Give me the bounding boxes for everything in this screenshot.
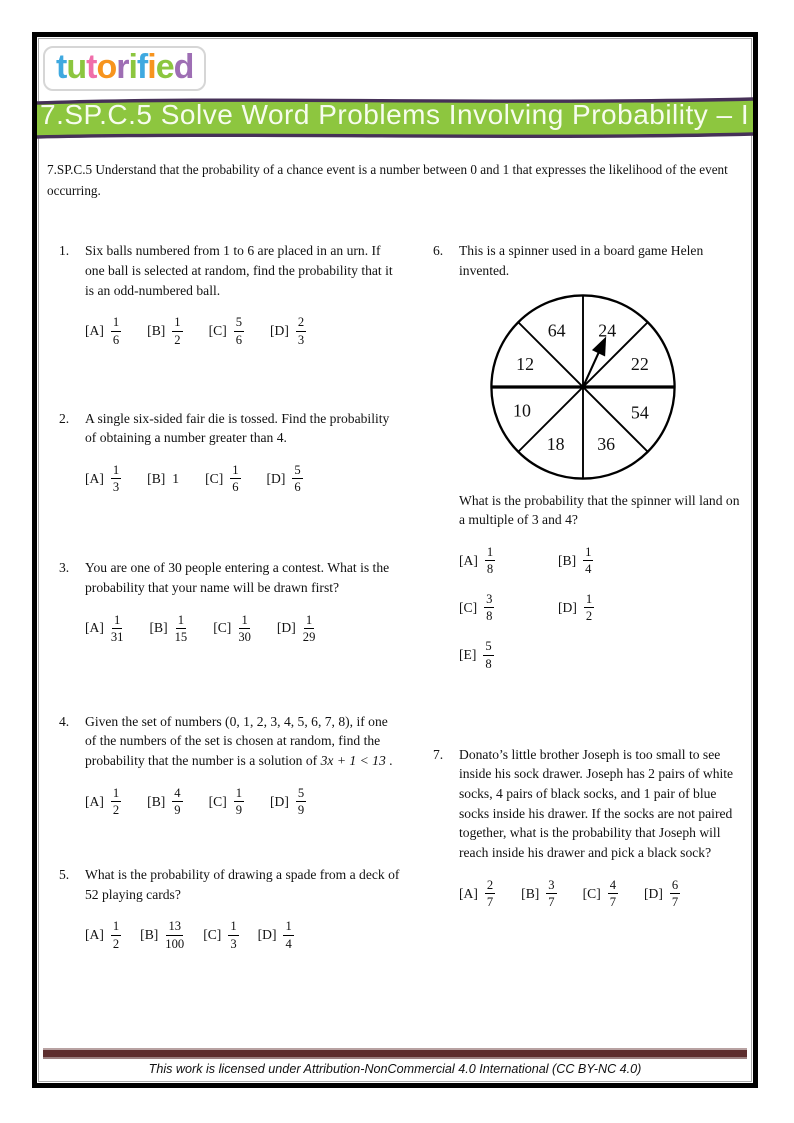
question-3 (59, 558, 401, 644)
question-number: 7. (433, 746, 444, 762)
spinner-sector-label: 10 (513, 400, 531, 421)
option-value: 1 (172, 470, 180, 486)
spinner-diagram (483, 287, 683, 487)
fraction-value (111, 613, 124, 644)
fraction-numerator: 4 (608, 878, 618, 894)
option-b (558, 545, 657, 576)
fraction-denominator: 7 (671, 894, 679, 909)
logo-letter: t (86, 48, 97, 86)
question-body (85, 712, 401, 817)
fraction-denominator: 6 (232, 480, 239, 495)
footer-divider-bar (43, 1048, 747, 1059)
spinner-sector-label: 18 (546, 433, 565, 454)
logo-letter: d (173, 48, 194, 86)
fraction-denominator: 9 (235, 802, 243, 817)
option-d (270, 315, 306, 346)
option-d (267, 463, 303, 494)
question-body (85, 241, 401, 346)
fraction-value (111, 463, 121, 494)
option-label: [D] (270, 323, 289, 339)
fraction-numerator: 13 (166, 919, 183, 935)
logo-letter: r (116, 48, 129, 86)
option-label: [A] (85, 927, 104, 943)
option-label: [B] (140, 927, 159, 943)
option-label: [B] (147, 470, 166, 486)
question-body (459, 241, 743, 670)
options-row (85, 463, 401, 494)
fraction-value (546, 878, 556, 909)
fraction-value (238, 613, 251, 644)
question-1 (59, 241, 401, 346)
fraction-numerator: 4 (172, 786, 182, 802)
fraction-numerator: 6 (670, 878, 680, 894)
option-label: [C] (582, 885, 601, 901)
option-a (85, 613, 123, 644)
fraction-value (584, 592, 594, 623)
fraction-numerator: 3 (484, 592, 494, 608)
fraction-denominator: 4 (285, 936, 292, 951)
option-d (270, 786, 306, 817)
fraction-denominator: 30 (238, 629, 251, 644)
fraction-numerator: 1 (304, 613, 314, 629)
fraction-numerator: 2 (296, 315, 306, 331)
question-text: Given the set of numbers (0, 1, 2, 3, 4, 5, 6, 7, 8), if one of the numbers of the set is chosen at random, find the probability that the number is a solution of 3x + 1 < 13 . (85, 713, 393, 769)
option-a (85, 315, 121, 346)
logo-letter: t (56, 48, 67, 86)
option-a (85, 463, 121, 494)
option-label: [B] (521, 885, 540, 901)
fraction-value (172, 786, 182, 817)
license-text: This work is licensed under Attribution-NonCommercial 4.0 International (CC BY-NC 4.0) (148, 1062, 642, 1076)
question-text: What is the probability of drawing a spade from a deck of 52 playing cards? (85, 867, 400, 902)
option-b (147, 786, 182, 817)
question-text: A single six-sided fair die is tossed. Find the probability of obtaining a number greater than 4. (85, 410, 390, 446)
fraction-value (111, 786, 121, 817)
question-6 (433, 241, 743, 670)
fraction-numerator: 5 (296, 786, 306, 802)
logo-letter: o (96, 48, 117, 86)
fraction-numerator: 5 (483, 639, 493, 655)
fraction-denominator: 7 (486, 894, 494, 909)
option-label: [D] (270, 793, 289, 809)
fraction-numerator: 1 (176, 613, 186, 629)
options-row (85, 786, 401, 817)
page-title: 7.SP.C.5 Solve Word Problems Involving Probability – I (40, 99, 750, 131)
fraction-denominator: 8 (486, 562, 494, 577)
question-7 (433, 745, 743, 909)
option-d (258, 919, 294, 950)
option-label: [A] (459, 885, 478, 901)
option-label: [A] (85, 470, 104, 486)
question-number: 1. (59, 243, 70, 259)
fraction-value (485, 878, 495, 909)
logo-letter: i (147, 48, 156, 86)
option-label: [C] (203, 927, 222, 943)
fraction-value (296, 786, 306, 817)
fraction-denominator: 4 (585, 562, 592, 577)
fraction-numerator: 1 (584, 592, 594, 608)
fraction-denominator: 9 (174, 802, 181, 817)
question-body (85, 558, 401, 644)
standard-description: 7.SP.C.5 Understand that the probability of a chance event is a number between 0 and 1 that expresses the likelihood of the event occurring. (47, 162, 728, 198)
question-text: This is a spinner used in a board game Helen invented. (459, 243, 704, 278)
fraction-denominator: 6 (294, 480, 301, 495)
fraction-denominator: 8 (485, 656, 492, 671)
fraction-value (230, 463, 240, 494)
option-c (205, 463, 240, 494)
spinner-sector-label: 24 (598, 320, 617, 341)
fraction-numerator: 1 (283, 919, 293, 935)
option-b (149, 613, 187, 644)
spinner-sector-label: 12 (516, 353, 535, 374)
question-text: You are one of 30 people entering a contest. What is the probability that your name will be drawn first? (85, 560, 390, 595)
fraction-value (165, 919, 184, 950)
option-b (147, 315, 182, 346)
right-column (433, 241, 743, 950)
option-a (85, 919, 121, 950)
fraction-numerator: 1 (111, 919, 121, 935)
option-c (203, 919, 238, 950)
option-label: [D] (276, 620, 296, 636)
fraction-denominator: 31 (110, 629, 124, 644)
fraction-value (283, 919, 293, 950)
math-expression: 3x + 1 < 13 (320, 753, 386, 769)
fraction-numerator: 1 (230, 463, 240, 479)
option-label: [A] (85, 323, 104, 339)
fraction-denominator: 6 (112, 332, 120, 347)
fraction-numerator: 1 (583, 545, 593, 561)
page-footer (37, 1048, 753, 1081)
option-label: [B] (147, 323, 166, 339)
fraction-value (228, 919, 238, 950)
fraction-denominator: 3 (230, 936, 237, 951)
fraction-numerator: 1 (112, 613, 122, 629)
question-body (85, 409, 401, 495)
logo-letter: f (136, 48, 148, 86)
option-label: [A] (85, 620, 104, 636)
fraction-value (303, 613, 316, 644)
question-text-2: What is the probability that the spinner will land on a multiple of 3 and 4? (459, 492, 740, 528)
question-number: 5. (59, 867, 70, 883)
options-row (85, 613, 401, 644)
question-number: 4. (59, 713, 70, 729)
title-band (37, 93, 753, 143)
option-label: [B] (558, 552, 577, 568)
question-2 (59, 409, 401, 495)
option-a (459, 878, 495, 909)
spinner-sector-label: 22 (630, 353, 649, 374)
fraction-numerator: 1 (239, 613, 249, 629)
spinner-sector-label: 54 (630, 402, 649, 423)
fraction-value (175, 613, 188, 644)
fraction-value (172, 315, 182, 346)
spinner-sector-label: 36 (597, 433, 616, 454)
question-5 (59, 865, 401, 951)
fraction-numerator: 1 (111, 315, 121, 331)
option-label: [C] (459, 600, 478, 616)
fraction-value (484, 592, 494, 623)
fraction-denominator: 15 (174, 629, 188, 644)
spinner-svg (483, 287, 683, 487)
question-4 (59, 712, 401, 817)
option-b (521, 878, 556, 909)
option-label: [D] (644, 885, 663, 901)
option-label: [D] (266, 470, 286, 486)
question-number: 3. (59, 560, 70, 576)
option-label: [D] (257, 927, 277, 943)
option-label: [B] (147, 793, 166, 809)
option-label: [C] (205, 470, 224, 486)
fraction-value (111, 919, 121, 950)
option-a (85, 786, 121, 817)
fraction-value (292, 463, 302, 494)
fraction-denominator: 29 (302, 629, 316, 644)
option-d (277, 613, 315, 644)
option-c (459, 592, 558, 623)
option-c (583, 878, 618, 909)
fraction-denominator: 2 (174, 332, 181, 347)
spinner-arrow-shaft (583, 352, 599, 387)
option-label: [A] (85, 793, 104, 809)
fraction-value (583, 545, 593, 576)
fraction-numerator: 1 (172, 315, 182, 331)
option-c (213, 613, 251, 644)
fraction-numerator: 1 (234, 786, 244, 802)
fraction-numerator: 1 (485, 545, 495, 561)
fraction-denominator: 2 (112, 802, 120, 817)
spinner-sector-label: 64 (547, 320, 566, 341)
fraction-denominator: 2 (112, 936, 120, 951)
fraction-value (111, 315, 121, 346)
fraction-numerator: 1 (228, 919, 238, 935)
fraction-value (234, 315, 244, 346)
question-number: 2. (59, 410, 70, 426)
option-c (209, 786, 244, 817)
question-text: Donato’s little brother Joseph is too small to see inside his sock drawer. Joseph has 2 pairs of white socks, 4 pairs of black socks, and 1 pair of blue socks inside his drawer. If the socks are not paired together, what is the probability that Joseph will reach inside his drawer and pick a black sock? (459, 746, 734, 861)
fraction-numerator: 1 (111, 463, 121, 479)
options-row (459, 878, 743, 909)
option-d (644, 878, 680, 909)
option-label: [D] (558, 600, 577, 616)
option-label: [E] (459, 647, 477, 663)
fraction-value (608, 878, 618, 909)
fraction-denominator: 2 (585, 609, 593, 624)
option-a (459, 545, 558, 576)
option-c (209, 315, 244, 346)
option-label: [C] (213, 620, 232, 636)
fraction-denominator: 6 (235, 332, 243, 347)
fraction-denominator: 7 (609, 894, 617, 909)
page-frame (32, 32, 758, 1088)
question-body (85, 865, 401, 951)
fraction-denominator: 8 (486, 609, 493, 624)
option-label: [C] (208, 793, 227, 809)
logo-letter: e (155, 48, 174, 86)
fraction-denominator: 100 (165, 936, 185, 951)
fraction-numerator: 5 (292, 463, 302, 479)
options-row (85, 919, 401, 950)
fraction-value (483, 639, 493, 670)
option-label: [B] (149, 620, 168, 636)
logo-letter: u (66, 48, 87, 86)
fraction-denominator: 3 (297, 332, 305, 347)
option-b (147, 469, 179, 489)
question-body (459, 745, 743, 909)
fraction-denominator: 9 (297, 802, 305, 817)
option-d (558, 592, 657, 623)
logo-letter: i (128, 48, 137, 86)
fraction-numerator: 2 (485, 878, 495, 894)
options-row (85, 315, 401, 346)
question-text: Six balls numbered from 1 to 6 are placed in an urn. If one ball is selected at random, find the probability that it is an odd-numbered ball. (85, 243, 393, 298)
fraction-denominator: 3 (112, 480, 120, 495)
option-label: [A] (459, 552, 478, 568)
fraction-value (296, 315, 306, 346)
fraction-numerator: 3 (546, 878, 556, 894)
fraction-numerator: 1 (111, 786, 121, 802)
fraction-denominator: 7 (548, 894, 555, 909)
fraction-value (485, 545, 495, 576)
option-b (140, 919, 184, 950)
fraction-value (234, 786, 244, 817)
option-label: [C] (208, 323, 227, 339)
fraction-value (670, 878, 680, 909)
question-number: 6. (433, 243, 444, 259)
option-e (459, 639, 558, 670)
options-row (459, 545, 743, 671)
fraction-numerator: 5 (234, 315, 244, 331)
